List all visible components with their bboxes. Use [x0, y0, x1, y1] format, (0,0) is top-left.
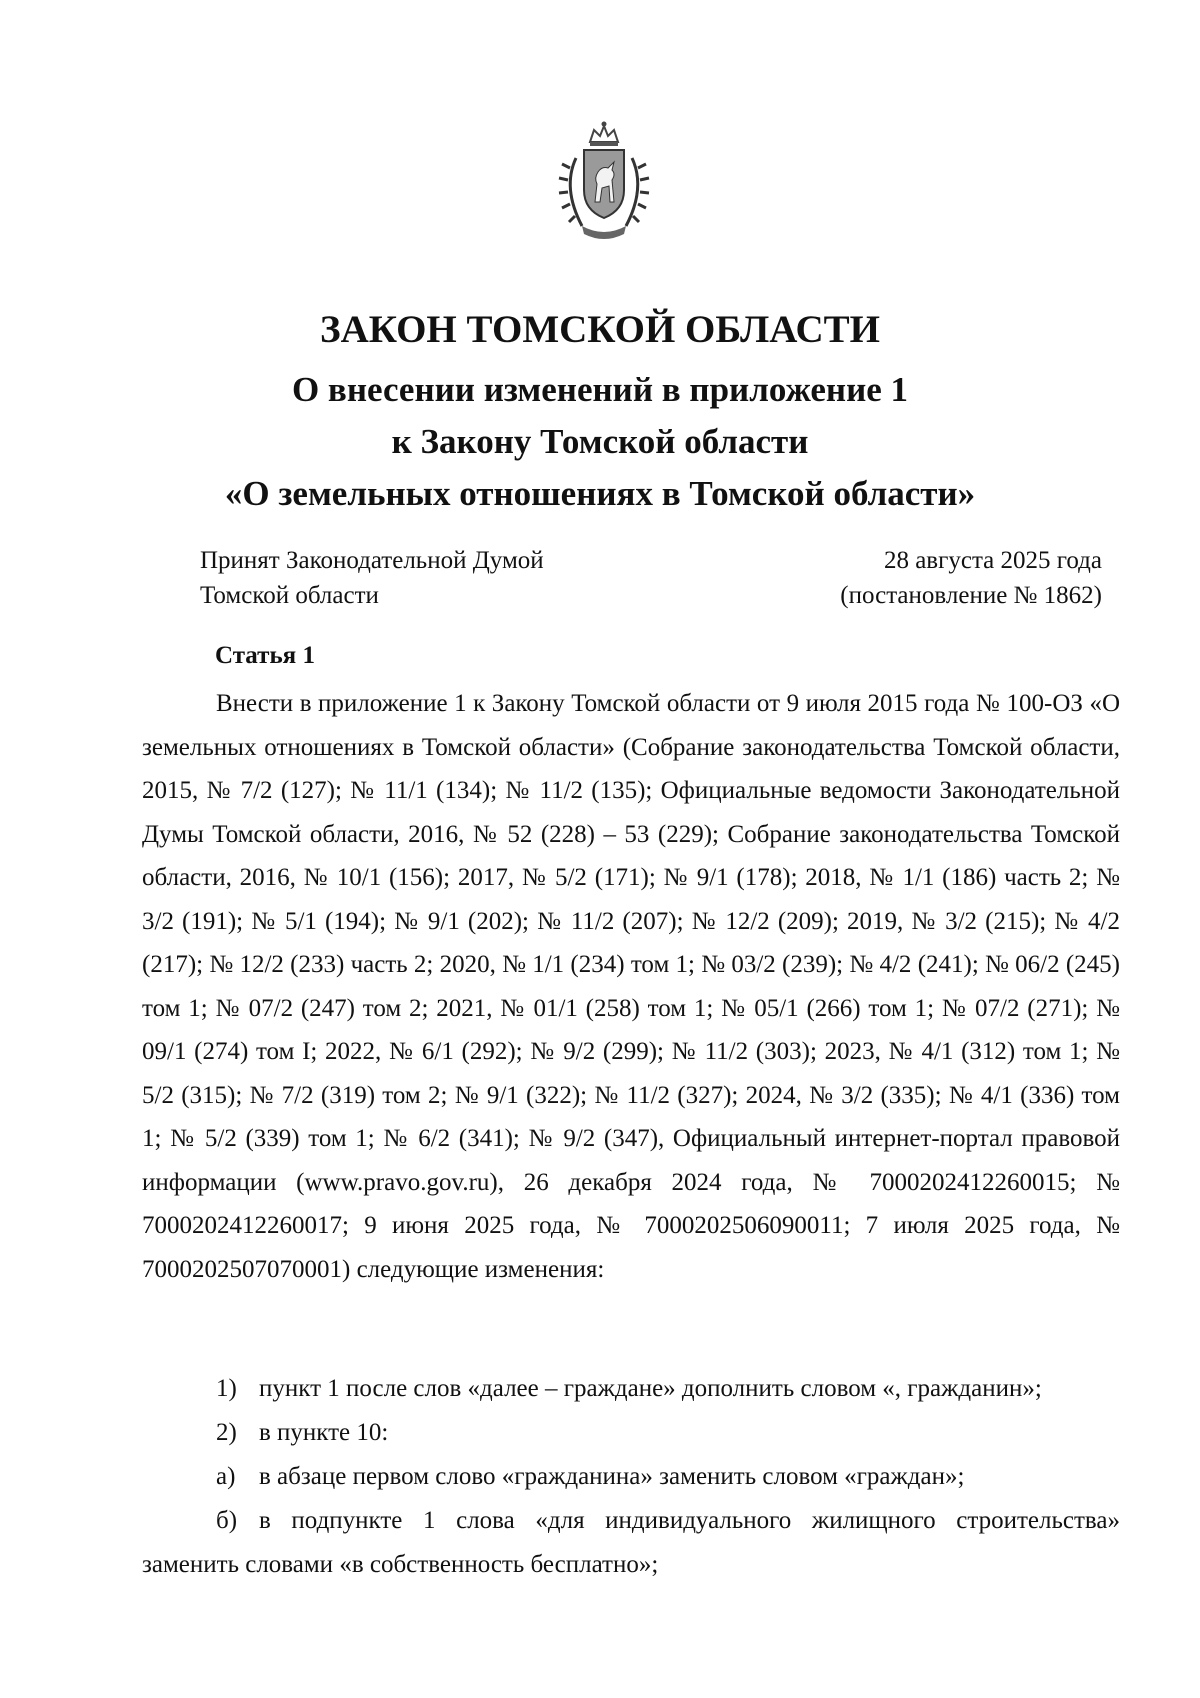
main-paragraph: Внести в приложение 1 к Закону Томской области от 9 июля 2015 года № 100-ОЗ «О земельных отношениях в Томской области» (Собрание законодательства Томской области, 2015, № 7/2 (127); № 11/1 (134); № 11/2 (135); Официальные ведомости Законодательной Думы Томской области, 2016, № 52 (228) – 53 (229); Собрание законодательства Томской области, 2016, № 10/1 (156); 2017, № 5/2 (171); № 9/1 (178); 2018, № 1/1 (186) часть 2; № 3/2 (191); № 5/1 (194); № 9/1 (202); № 11/2 (207); № 12/2 (209); 2019, № 3/2 (215); № 4/2 (217); № 12/2 (233) часть 2; 2020, № 1/1 (234) том 1; № 03/2 (239); № 4/2 (241); № 06/2 (245) том 1; № 07/2 (247) том 2; 2021, № 01/1 (258) том 1; № 05/1 (266) том 1; № 07/2 (271); № 09/1 (274) том I; 2022, № 6/1 (292); № 9/2 (299); № 11/2 (303); 2023, № 4/1 (312) том 1; № 5/2 (315); № 7/2 (319) том 2; № 9/1 (322); № 11/2 (327); 2024, № 3/2 (335); № 4/1 (336) том 1; № 5/2 (339) том 1; № 6/2 (341); № 9/2 (347), Официальный интернет-портал правовой информации (www.pravo.gov.ru), 26 декабря 2024 года, № 7000202412260015; № 7000202412260017; 9 июня 2025 года, № 7000202506090011; 7 июля 2025 года, № 7000202507070001) следующие изменения: [142, 690, 1120, 1283]
subtitle-line: «О земельных отношениях в Томской области» [224, 474, 976, 513]
item-number: 2) [216, 1419, 237, 1446]
adopted-by-line: Принят Законодательной Думой [200, 547, 544, 574]
item-number: 1) [216, 1375, 237, 1402]
list-item [142, 1499, 1120, 1586]
item-number: б) [216, 1507, 238, 1534]
coat-of-arms-icon [548, 118, 660, 246]
list-item [142, 1455, 1120, 1499]
adoption-date-block [840, 543, 1102, 613]
subtitle-line: О внесении изменений в приложение 1 [291, 370, 909, 409]
item-number: а) [216, 1463, 236, 1490]
law-subtitle [0, 364, 1200, 520]
article-body [142, 682, 1120, 1291]
adopted-by [200, 543, 544, 613]
adoption-date: 28 августа 2025 года [883, 547, 1102, 574]
subtitle-line: к Закону Томской области [391, 422, 809, 461]
item-text: в подпункте 1 слова «для индивидуального жилищного строительства» заменить словами «в собственность бесплатно»; [142, 1507, 1120, 1578]
item-text: в абзаце первом слово «гражданина» заменить словом «граждан»; [259, 1463, 965, 1490]
item-text: пункт 1 после слов «далее – граждане» дополнить словом «, гражданин»; [259, 1375, 1042, 1402]
adopted-by-line: Томской области [200, 582, 379, 609]
resolution-number: (постановление № 1862) [840, 582, 1102, 609]
list-item [142, 1367, 1120, 1411]
law-heading: ЗАКОН ТОМСКОЙ ОБЛАСТИ [320, 308, 880, 351]
list-item [142, 1411, 1120, 1455]
item-text: в пункте 10: [259, 1419, 389, 1446]
article-title: Статья 1 [215, 642, 315, 669]
